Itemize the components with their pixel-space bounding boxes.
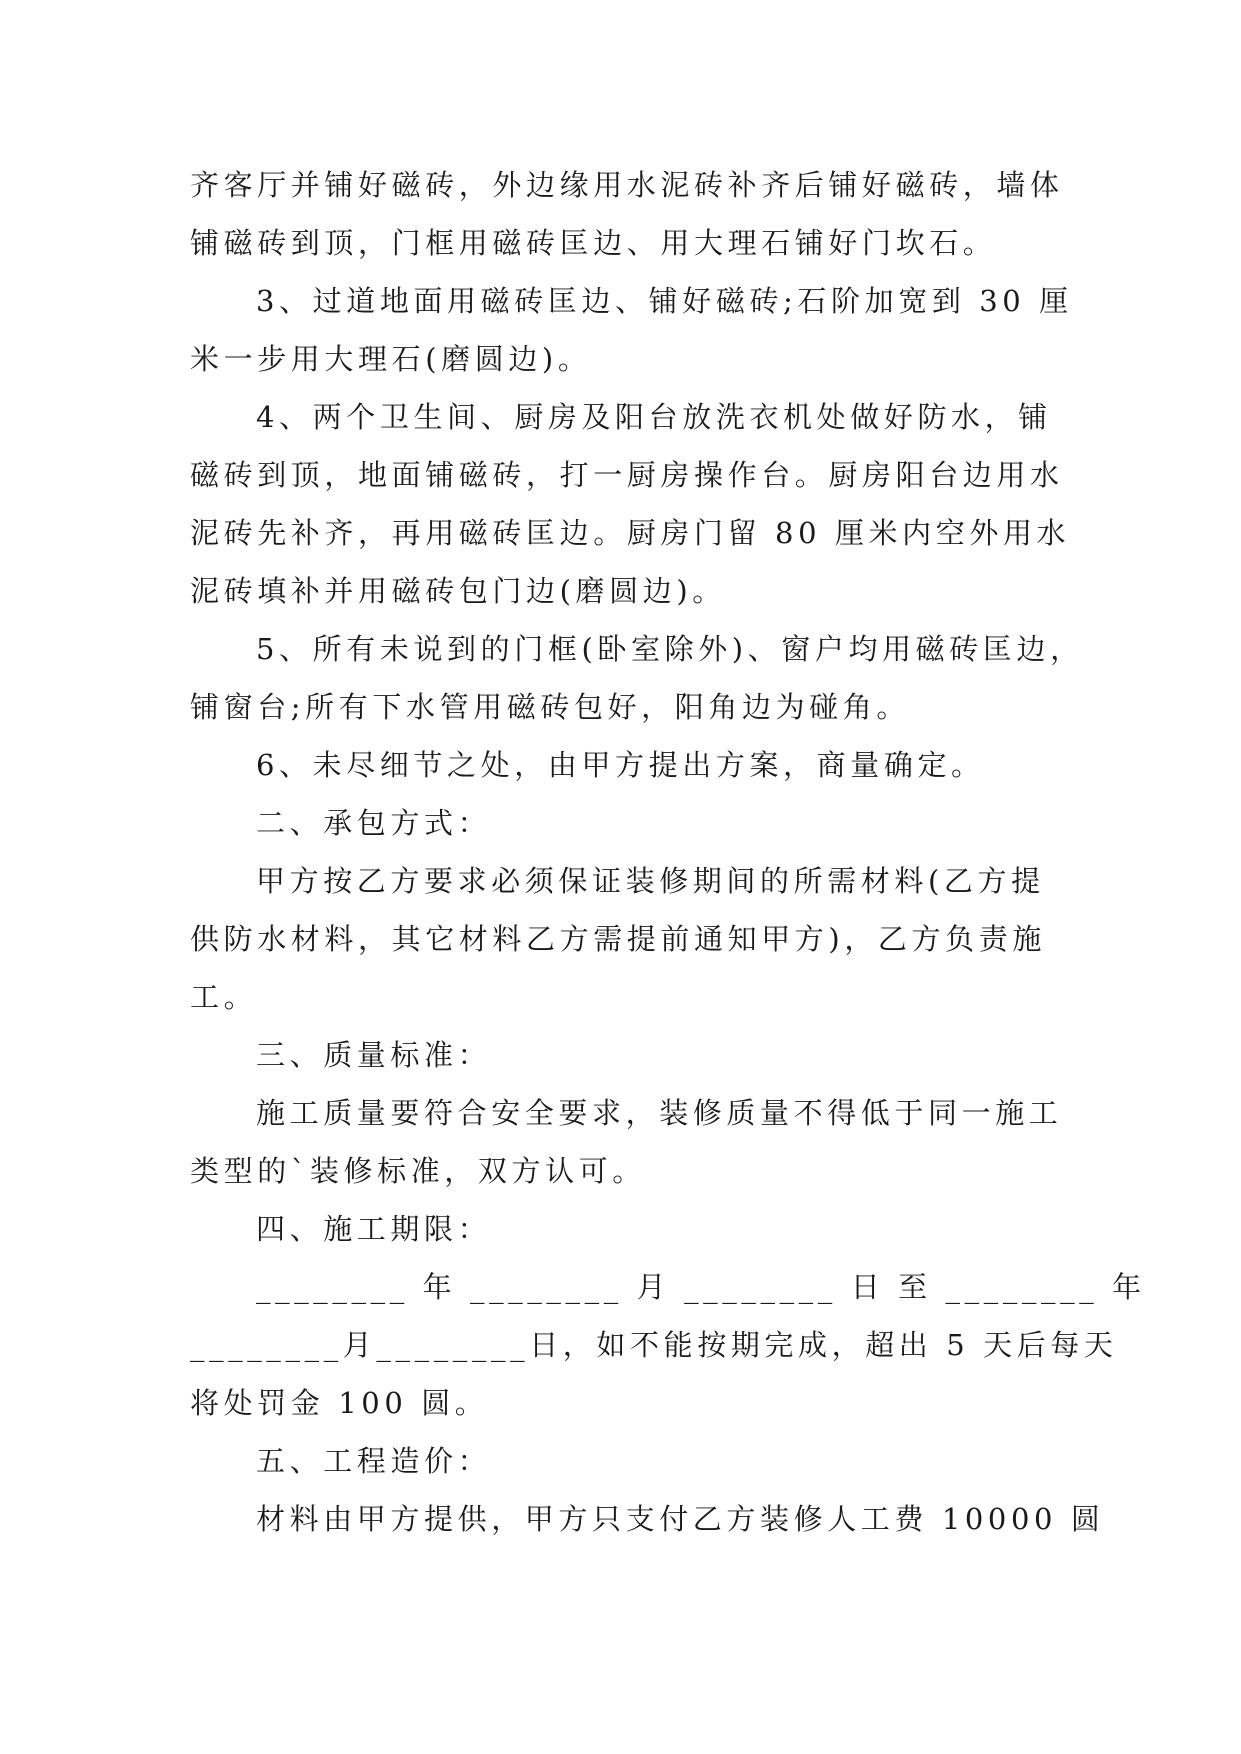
paragraph-line: 将处罚金 100 圆。 — [190, 1386, 489, 1420]
paragraph-line: ________月________日，如不能按期完成，超出 5 天后每天 — [190, 1328, 1118, 1362]
paragraph-line: 铺磁砖到顶，门框用磁砖匡边、用大理石铺好门坎石。 — [190, 226, 997, 260]
paragraph-line: 类型的`装修标准，双方认可。 — [190, 1154, 646, 1188]
paragraph-line: 工。 — [190, 980, 258, 1014]
paragraph-line: 铺窗台;所有下水管用磁砖包好，阳角边为碰角。 — [190, 690, 910, 724]
section-heading: 四、施工期限： — [256, 1212, 492, 1246]
paragraph-line: 4、两个卫生间、厨房及阳台放洗衣机处做好防水，铺 — [256, 400, 1052, 434]
paragraph-line: 6、未尽细节之处，由甲方提出方案，商量确定。 — [256, 748, 985, 782]
paragraph-line: 供防水材料，其它材料乙方需提前通知甲方)，乙方负责施 — [190, 922, 1046, 956]
paragraph-line: 施工质量要符合安全要求，装修质量不得低于同一施工 — [256, 1096, 1063, 1130]
section-heading: 二、承包方式： — [256, 806, 492, 840]
paragraph-line: 3、过道地面用磁砖匡边、铺好磁砖;石阶加宽到 30 厘 — [256, 284, 1073, 318]
paragraph-line: 甲方按乙方要求必须保证装修期间的所需材料(乙方提 — [256, 864, 1045, 898]
paragraph-line: 米一步用大理石(磨圆边)。 — [190, 342, 592, 376]
paragraph-line: 泥砖填补并用磁砖包门边(磨圆边)。 — [190, 574, 726, 608]
section-heading: 三、质量标准： — [256, 1038, 492, 1072]
paragraph-line: 磁砖到顶，地面铺磁砖，打一厨房操作台。厨房阳台边用水 — [190, 458, 1064, 492]
paragraph-line: 材料由甲方提供，甲方只支付乙方装修人工费 10000 圆 — [256, 1502, 1105, 1536]
section-heading: 五、工程造价： — [256, 1444, 492, 1478]
paragraph-line: 泥砖先补齐，再用磁砖匡边。厨房门留 80 厘米内空外用水 — [190, 516, 1071, 550]
paragraph-line: 齐客厅并铺好磁砖，外边缘用水泥砖补齐后铺好磁砖，墙体 — [190, 168, 1064, 202]
date-range-line: ________ 年 ________ 月 ________ 日 至 ________ 年 — [256, 1270, 1146, 1304]
paragraph-line: 5、所有未说到的门框(卧室除外)、窗户均用磁砖匡边， — [256, 632, 1084, 666]
